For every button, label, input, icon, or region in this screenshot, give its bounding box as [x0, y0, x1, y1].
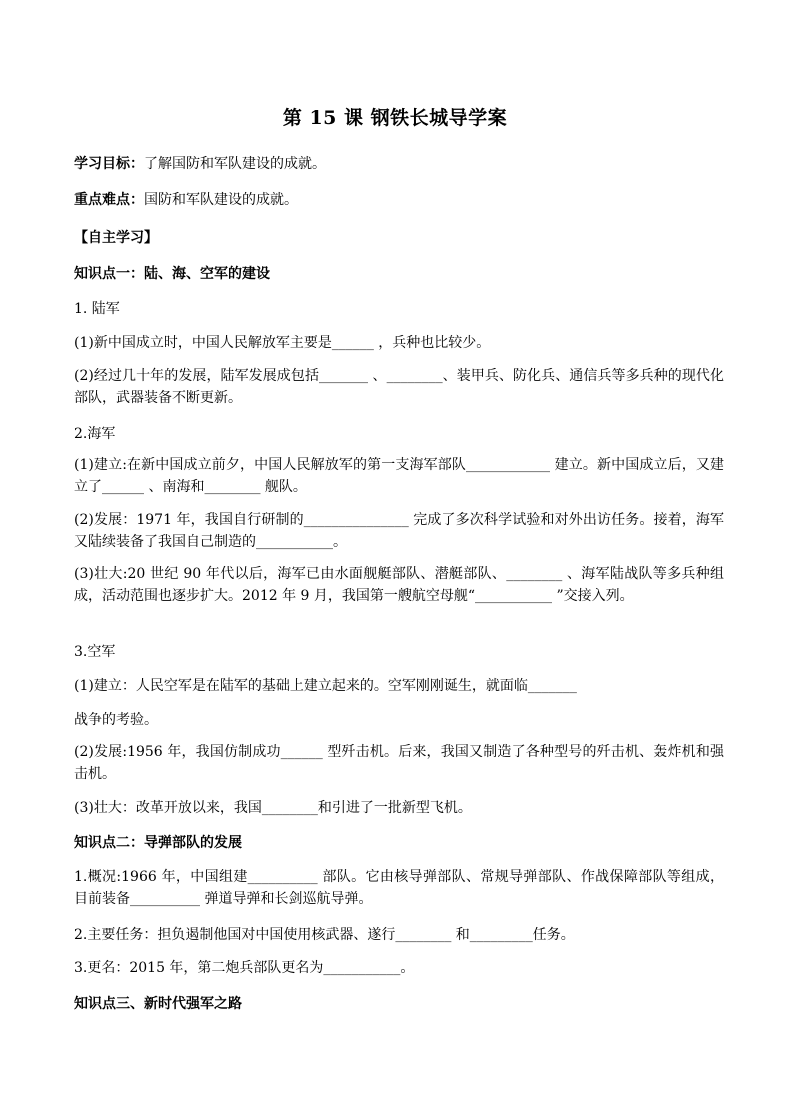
kp2-q3: 3.更名：2015 年，第二炮兵部队更名为___________。 [74, 960, 415, 976]
kp3-heading: 知识点三、新时代强军之路 [74, 996, 242, 1012]
airforce-heading: 3.空军 [74, 644, 116, 660]
kp2-q1: 1.概况:1966 年，中国组建__________ 部队。它由核导弹部队、常规导弹部队、作战保障部队等组成，目前装备__________ 弹道导弹和长剑巡航导弹。 [74, 869, 724, 907]
navy-heading: 2.海军 [74, 426, 116, 442]
navy-q3: (3)壮大:20 世纪 90 年代以后，海军已由水面舰艇部队、潜艇部队、________ 、海军陆战队等多兵种组成，活动范围也逐步扩大。2012 年 9 月，我国第一艘航空母舰“___________ ”交接入列。 [74, 566, 724, 604]
objective-text: 了解国防和军队建设的成就。 [144, 156, 326, 172]
page-title: 第 15 课 钢铁长城导学案 [282, 107, 508, 129]
learning-objective [74, 152, 724, 176]
airforce-q2: (2)发展:1956 年，我国仿制成功______ 型歼击机。后来，我国又制造了各种型号的歼击机、轰炸机和强击机。 [74, 744, 724, 782]
self-study-heading: 【自主学习】 [74, 230, 158, 246]
army-q2: (2)经过几十年的发展，陆军发展成包括_______ 、________、装甲兵、防化兵、通信兵等多兵种的现代化部队，武器装备不断更新。 [74, 368, 724, 406]
key-difficulty [74, 188, 724, 212]
kp2-q2: 2.主要任务：担负遏制他国对中国使用核武器、遂行________ 和_________任务。 [74, 927, 575, 943]
key-label: 重点难点： [74, 192, 144, 208]
kp2-heading: 知识点二：导弹部队的发展 [74, 835, 242, 851]
airforce-q3: (3)壮大：改革开放以来，我国________和引进了一批新型飞机。 [74, 800, 472, 816]
army-heading: 1. 陆军 [74, 301, 120, 317]
key-text: 国防和军队建设的成就。 [144, 192, 298, 208]
navy-q1: (1)建立:在新中国成立前夕，中国人民解放军的第一支海军部队____________ 建立。新中国成立后，又建立了______ 、南海和________ 舰队。 [74, 457, 724, 495]
airforce-q1-line1: (1)建立：人民空军是在陆军的基础上建立起来的。空军刚刚诞生，就面临_______ [74, 678, 577, 694]
army-q1: (1)新中国成立时，中国人民解放军主要是______ ，兵种也比较少。 [74, 335, 491, 351]
objective-label: 学习目标： [74, 156, 144, 172]
navy-q2: (2)发展：1971 年，我国自行研制的_______________ 完成了多次科学试验和对外出访任务。接着，海军又陆续装备了我国自己制造的___________。 [74, 512, 724, 550]
kp1-heading: 知识点一：陆、海、空军的建设 [74, 266, 270, 282]
airforce-q1-line2: 战争的考验。 [74, 712, 158, 728]
